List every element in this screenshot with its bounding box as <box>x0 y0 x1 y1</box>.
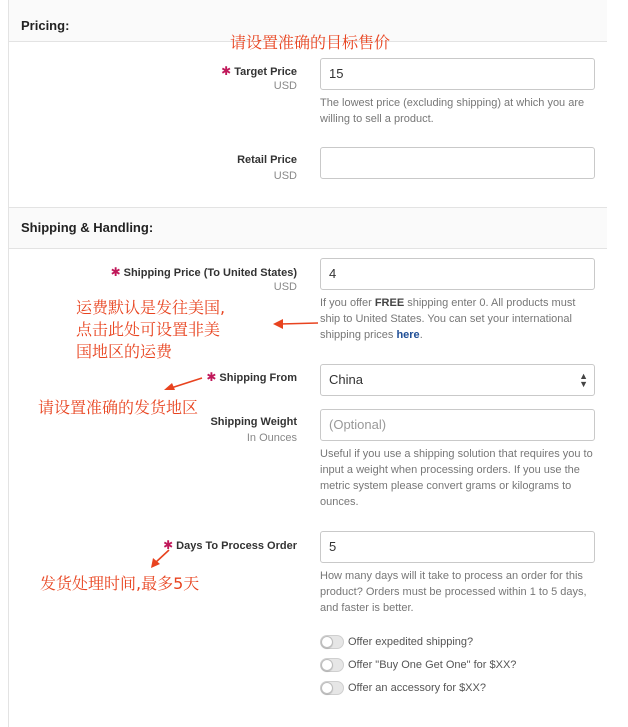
shipping-price-help-free: FREE <box>374 297 405 309</box>
required-asterisk-icon: ✱ <box>163 538 174 552</box>
retail-price-input[interactable] <box>320 147 595 179</box>
shipping-from-selected-value: China <box>329 372 363 387</box>
accessory-toggle[interactable] <box>320 681 344 695</box>
required-asterisk-icon: ✱ <box>110 265 121 279</box>
toggle-knob <box>321 636 333 648</box>
shipping-price-annotation <box>76 297 225 363</box>
buy-one-get-one-toggle[interactable] <box>320 658 344 672</box>
shipping-price-help-prefix: If you offer <box>320 297 375 309</box>
buy-one-get-one-label: Offer "Buy One Get One" for $XX? <box>348 659 517 671</box>
days-to-process-label <box>163 538 297 552</box>
shipping-price-help <box>320 295 595 343</box>
expedited-shipping-label: Offer expedited shipping? <box>348 636 474 648</box>
expedited-shipping-option[interactable] <box>320 634 473 650</box>
days-to-process-input[interactable]: 5 <box>320 531 595 563</box>
shipping-price-help-suffix: . <box>419 329 423 341</box>
accessory-option[interactable] <box>320 680 486 696</box>
shipping-price-annotation-line2: 点击此处可设置非美 <box>76 320 221 339</box>
target-price-help: The lowest price (excluding shipping) at which you are willing to sell a product. <box>320 97 585 125</box>
shipping-from-label-text: Shipping From <box>219 372 297 384</box>
shipping-weight-label: Shipping Weight <box>210 416 297 428</box>
arrow-to-days-icon <box>150 548 172 570</box>
required-asterisk-icon: ✱ <box>221 64 232 78</box>
shipping-price-help-middle: shipping enter 0. All products must ship to United States. You can set your international shipping prices <box>320 297 576 341</box>
shipping-from-annotation: 请设置准确的发货地区 <box>38 398 199 417</box>
shipping-price-annotation-line3: 国地区的运费 <box>76 342 173 361</box>
required-asterisk-icon: ✱ <box>206 370 217 384</box>
shipping-weight-unit: In Ounces <box>246 432 297 444</box>
shipping-weight-help: Useful if you use a shipping solution that requires you to input a weight when processing orders. If you use the metric system please convert grams or kilograms to ounces. <box>320 448 593 508</box>
toggle-knob <box>321 659 333 671</box>
shipping-section-title: Shipping & Handling: <box>21 220 154 235</box>
shipping-price-annotation-line1: 运费默认是发往美国, <box>76 298 226 317</box>
shipping-price-input[interactable]: 4 <box>320 258 595 290</box>
retail-price-label: Retail Price <box>237 154 297 166</box>
shipping-from-select[interactable] <box>320 364 595 396</box>
shipping-price-label-text: Shipping Price (To United States) <box>123 267 297 279</box>
shipping-section-header <box>9 207 607 249</box>
expedited-shipping-toggle[interactable] <box>320 635 344 649</box>
international-shipping-link[interactable]: here <box>396 329 420 341</box>
arrow-to-here-link-icon <box>270 315 320 335</box>
target-price-input[interactable]: 15 <box>320 58 595 90</box>
shipping-price-currency: USD <box>273 281 297 293</box>
target-price-annotation: 请设置准确的目标售价 <box>230 33 391 52</box>
days-to-process-help: How many days will it take to process an order for this product? Orders must be processed within 1 to 5 days, and faster is better. <box>320 570 587 614</box>
days-to-process-label-text: Days To Process Order <box>176 540 297 552</box>
shipping-from-label <box>206 370 297 384</box>
shipping-weight-input[interactable]: (Optional) <box>320 409 595 441</box>
select-updown-icon: ▲ ▼ <box>579 371 588 389</box>
shipping-price-label <box>111 265 297 279</box>
buy-one-get-one-option[interactable] <box>320 657 516 673</box>
toggle-knob <box>321 682 333 694</box>
target-price-label <box>221 64 297 78</box>
accessory-label: Offer an accessory for $XX? <box>348 682 486 694</box>
days-to-process-annotation: 发货处理时间,最多5天 <box>40 574 200 593</box>
target-price-currency: USD <box>273 80 297 92</box>
retail-price-currency: USD <box>273 170 297 182</box>
target-price-label-text: Target Price <box>234 66 297 78</box>
pricing-section-title: Pricing: <box>21 18 70 33</box>
arrow-to-shipping-from-icon <box>162 376 204 392</box>
